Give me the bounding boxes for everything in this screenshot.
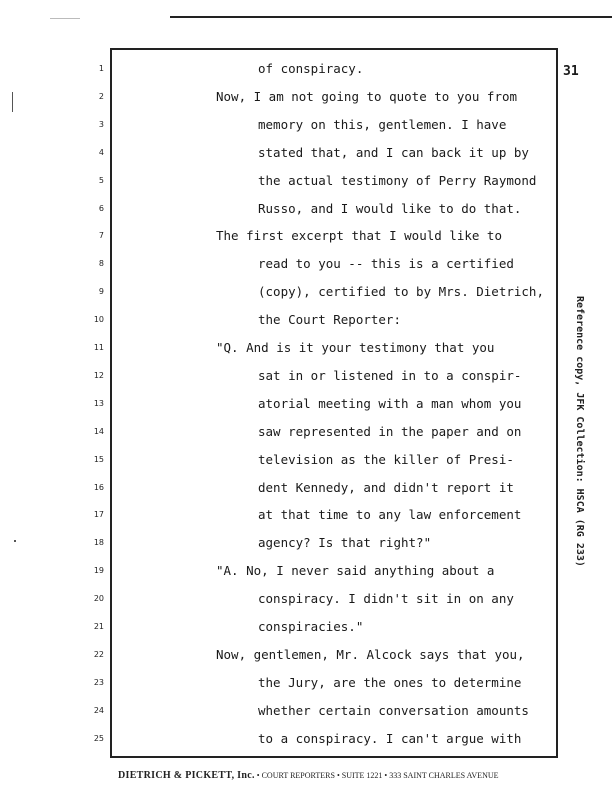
footer-sep: •	[384, 771, 388, 780]
line-number: 6	[98, 204, 104, 213]
line-number: 23	[93, 678, 104, 687]
transcript-line: conspiracies."	[258, 619, 364, 634]
line-number: 21	[93, 622, 104, 631]
transcript-line: "A. No, I never said anything about a	[216, 563, 495, 578]
transcript-line: "Q. And is it your testimony that you	[216, 340, 495, 355]
footer-firm: DIETRICH & PICKETT, Inc.	[118, 770, 255, 781]
transcript-line: conspiracy. I didn't sit in on any	[258, 591, 514, 606]
transcript-line: to a conspiracy. I can't argue with	[258, 731, 522, 746]
transcript-line: stated that, and I can back it up by	[258, 145, 529, 160]
line-number: 10	[93, 315, 104, 324]
scan-mark-left	[12, 92, 13, 112]
footer-item-1: SUITE 1221	[341, 771, 383, 780]
line-number: 17	[93, 510, 104, 519]
page-footer	[118, 770, 499, 781]
scan-dot-left	[14, 540, 16, 542]
footer-item-2: 333 SAINT CHARLES AVENUE	[389, 771, 499, 780]
transcript-line: the Court Reporter:	[258, 312, 401, 327]
line-number: 19	[93, 566, 104, 575]
line-number: 24	[93, 706, 104, 715]
transcript-line: (copy), certified to by Mrs. Dietrich,	[258, 284, 544, 299]
transcript-line: at that time to any law enforcement	[258, 507, 522, 522]
line-number: 12	[93, 371, 104, 380]
line-number: 2	[98, 92, 104, 101]
transcript-line: sat in or listened in to a conspir-	[258, 368, 522, 383]
line-number: 16	[93, 483, 104, 492]
transcript-line: dent Kennedy, and didn't report it	[258, 480, 514, 495]
reference-stamp: Reference copy, JFK Collection: HSCA (RG 233)	[574, 296, 585, 567]
page-number: 31	[563, 64, 579, 79]
line-number: 9	[98, 287, 104, 296]
transcript-line: Now, I am not going to quote to you from	[216, 89, 518, 104]
line-number: 13	[93, 399, 104, 408]
top-rule	[170, 16, 612, 18]
transcript-line: read to you -- this is a certified	[258, 256, 514, 271]
transcript-line: The first excerpt that I would like to	[216, 228, 502, 243]
line-number: 8	[98, 259, 104, 268]
line-number: 3	[98, 120, 104, 129]
transcript-line: memory on this, gentlemen. I have	[258, 117, 507, 132]
line-number: 18	[93, 538, 104, 547]
transcript-line: Now, gentlemen, Mr. Alcock says that you,	[216, 647, 525, 662]
transcript-line: atorial meeting with a man whom you	[258, 396, 522, 411]
line-number: 11	[93, 343, 104, 352]
line-number: 7	[98, 231, 104, 240]
transcript-line: saw represented in the paper and on	[258, 424, 522, 439]
footer-sep: •	[336, 771, 340, 780]
line-number: 20	[93, 594, 104, 603]
transcript-line: whether certain conversation amounts	[258, 703, 529, 718]
transcript-line: the actual testimony of Perry Raymond	[258, 173, 537, 188]
line-number: 15	[93, 455, 104, 464]
line-number: 1	[98, 64, 104, 73]
line-number: 5	[98, 176, 104, 185]
footer-item-0: COURT REPORTERS	[261, 771, 335, 780]
transcript-line: agency? Is that right?"	[258, 535, 432, 550]
transcript-line: of conspiracy.	[258, 61, 364, 76]
transcript-line: Russo, and I would like to do that.	[258, 201, 522, 216]
line-number: 4	[98, 148, 104, 157]
transcript-line: the Jury, are the ones to determine	[258, 675, 522, 690]
line-number: 22	[93, 650, 104, 659]
line-number: 25	[93, 734, 104, 743]
line-number: 14	[93, 427, 104, 436]
footer-sep: •	[256, 771, 260, 780]
transcript-line: television as the killer of Presi-	[258, 452, 514, 467]
scan-mark-top-left	[50, 18, 80, 19]
